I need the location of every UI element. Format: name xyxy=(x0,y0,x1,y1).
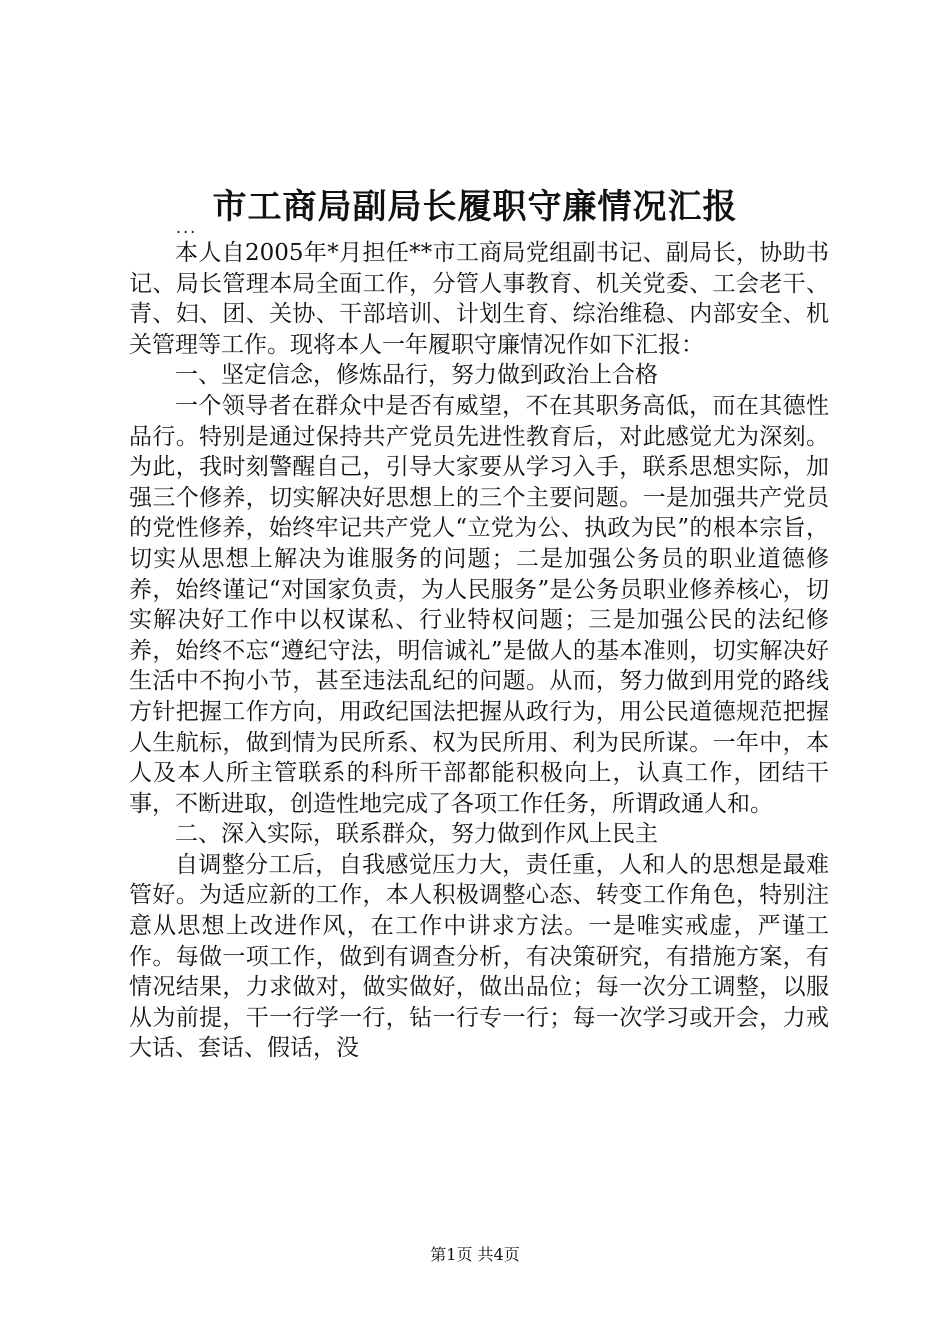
section-1-paragraph: 一个领导者在群众中是否有威望，不在其职务高低，而在其德性品行。特别是通过保持共产党员先进性教育后，对此感觉尤为深刻。为此，我时刻警醒自己，引导大家要从学习入手，联系思想实际，加强三个修养，切实解决好思想上的三个主要问题。一是加强共产党员的党性修养，始终牢记共产党人“立党为公、执政为民”的根本宗旨，切实从思想上解决为谁服务的问题；二是加强公务员的职业道德修养，始终谨记“对国家负责，为人民服务”是公务员职业修养核心，切实解决好工作中以权谋私、行业特权问题；三是加强公民的法纪修养，始终不忘“遵纪守法，明信诚礼”是做人的基本准则，切实解决好生活中不拘小节，甚至违法乱纪的问题。从而，努力做到用党的路线方针把握工作方向，用政纪国法把握从政行为，用公民道德规范把握人生航标，做到情为民所系、权为民所用、利为民所谋。一年中，本人及本人所主管联系的科所干部都能积极向上，认真工作，团结干事，不断进取，创造性地完成了各项工作任务，所谓政通人和。 xyxy=(129,392,829,817)
section-heading-2: 二、深入实际，联系群众，努力做到作风上民主 xyxy=(175,821,658,848)
intro-paragraph: 本人自2005年*月担任**市工商局党组副书记、副局长，协助书记、局长管理本局全面工作，分管人事教育、机关党委、工会老干、青、妇、团、关协、干部培训、计划生育、综治维稳、内部安全、机关管理等工作。现将本人一年履职守廉情况作如下汇报： xyxy=(129,240,829,358)
page-footer: 第1页 共4页 xyxy=(430,1245,520,1264)
ellipsis-mark: ... xyxy=(176,218,198,237)
document-body xyxy=(129,238,829,1064)
document-title: 市工商局副局长履职守廉情况汇报 xyxy=(212,187,738,227)
section-heading-1: 一、坚定信念，修炼品行，努力做到政治上合格 xyxy=(175,362,658,389)
section-2-paragraph: 自调整分工后，自我感觉压力大，责任重，人和人的思想是最难管好。为适应新的工作，本人积极调整心态、转变工作角色，特别注意从思想上改进作风，在工作中讲求方法。一是唯实戒虚，严谨工作。每做一项工作，做到有调查分析，有决策研究，有措施方案，有情况结果，力求做对，做实做好，做出品位；每一次分工调整，以服从为前提，干一行学一行，钻一行专一行；每一次学习或开会，力戒大话、套话、假话，没 xyxy=(129,851,829,1062)
